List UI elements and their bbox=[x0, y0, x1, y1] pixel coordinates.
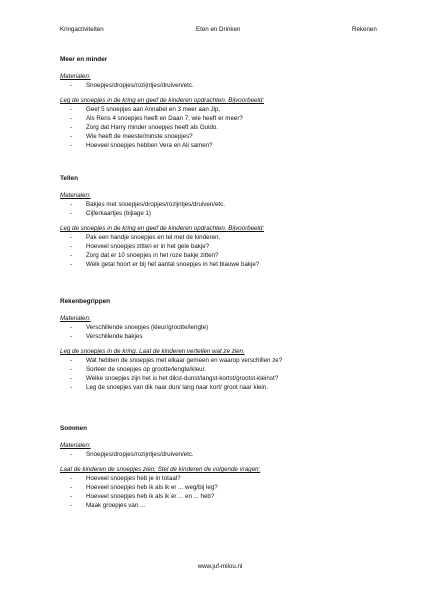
section-title: Tellen bbox=[60, 175, 78, 182]
footer-website: www.juf-milou.nl bbox=[197, 563, 243, 570]
section-title: Sommen bbox=[60, 425, 87, 432]
instruction: Leg de snoepjes in de kring. Laat de kinderen vertellen wat ze zien. bbox=[60, 348, 245, 355]
list-item: - Geef 5 snoepjes aan Annabel en 3 meer aan Jip. bbox=[60, 105, 400, 114]
list-item: - Wie heeft de meeste/minste snoepjes? bbox=[60, 132, 400, 141]
header-center: Eten en Drinken bbox=[196, 26, 241, 33]
list-item: - Maak groepjes van ... bbox=[60, 501, 400, 510]
section-title: Meer en minder bbox=[60, 56, 108, 63]
section-title: Rekenbegrippen bbox=[60, 298, 111, 305]
section-tellen bbox=[60, 174, 400, 269]
header-left: Kringactiviteiten bbox=[60, 26, 104, 33]
instruction: Laat de kinderen de snoepjes zien. Stel de kinderen de volgende vragen: bbox=[60, 466, 261, 473]
list-item: - Welke snoepjes zijn het is het dikst-dunst/langst-kortst/grootst-kleinst? bbox=[60, 374, 400, 383]
list-item: - Leg de snoepjes van dik naar dun/ lang naar kort/ groot naar klein. bbox=[60, 383, 400, 392]
section-meer-en-minder bbox=[60, 55, 400, 150]
list-item: - Als Rens 4 snoepjes heeft en Daan 7, wie heeft er meer? bbox=[60, 114, 400, 123]
task-list bbox=[60, 105, 400, 150]
list-item: - Hoeveel snoepjes heb ik als ik er ... en ... heb? bbox=[60, 492, 400, 501]
materials-label: Materialen: bbox=[60, 192, 91, 199]
list-item: - Hoeveel snoepjes heb je in totaal? bbox=[60, 474, 400, 483]
instruction: Leg de snoepjes in de kring en geef de kinderen opdrachten. Bijvoorbeeld: bbox=[60, 97, 264, 104]
materials-list bbox=[60, 200, 400, 218]
list-item: - Hoeveel snoepjes hebben Vera en Ali samen? bbox=[60, 141, 400, 150]
materials-list bbox=[60, 323, 400, 341]
materials-list bbox=[60, 450, 400, 459]
task-list bbox=[60, 233, 400, 269]
list-item: - Hoeveel snoepjes zitten er in het gele bakje? bbox=[60, 242, 400, 251]
list-item: - Wat hebben de snoepjes met elkaar gemeen en waarop verschillen ze? bbox=[60, 356, 400, 365]
header-right: Rekenen bbox=[352, 26, 377, 33]
materials-list bbox=[60, 81, 400, 90]
instruction: Leg de snoepjes in de kring en geef de kinderen opdrachten. Bijvoorbeeld: bbox=[60, 225, 264, 232]
materials-label: Materialen: bbox=[60, 73, 91, 80]
list-item: - Zorg dat er 10 snoepjes in het roze bakje zitten? bbox=[60, 251, 400, 260]
section-sommen bbox=[60, 424, 400, 510]
materials-label: Materialen: bbox=[60, 315, 91, 322]
list-item: - Snoepjes/dropjes/rozijntjes/druiven/etc. bbox=[60, 81, 400, 90]
list-item: - Snoepjes/dropjes/rozijntjes/druiven/etc. bbox=[60, 450, 400, 459]
list-item: - Hoeveel snoepjes heb ik als ik er ... weg/bij leg? bbox=[60, 483, 400, 492]
list-item: - Welk getal hoort er bij het aantal snoepjes in het blauwe bakje? bbox=[60, 260, 400, 269]
materials-label: Materialen: bbox=[60, 442, 91, 449]
task-list bbox=[60, 356, 400, 392]
list-item: - Cijferkaartjes (bijlage 1) bbox=[60, 209, 400, 218]
list-item: - Bakjes met snoepjes/dropjes/rozijntjes/druiven/etc. bbox=[60, 200, 400, 209]
list-item: - Pak een handje snoepjes en tel met de kinderen. bbox=[60, 233, 400, 242]
list-item: - Sorteer de snoepjes op grootte/lengte/kleur. bbox=[60, 365, 400, 374]
list-item: - Verschillende bakjes bbox=[60, 332, 400, 341]
list-item: - Verschillende snoepjes (kleur/grootte/lengte) bbox=[60, 323, 400, 332]
list-item: - Zorg dat Harry minder snoepjes heeft als Guido. bbox=[60, 123, 400, 132]
task-list bbox=[60, 474, 400, 510]
section-rekenbegrippen bbox=[60, 297, 400, 392]
